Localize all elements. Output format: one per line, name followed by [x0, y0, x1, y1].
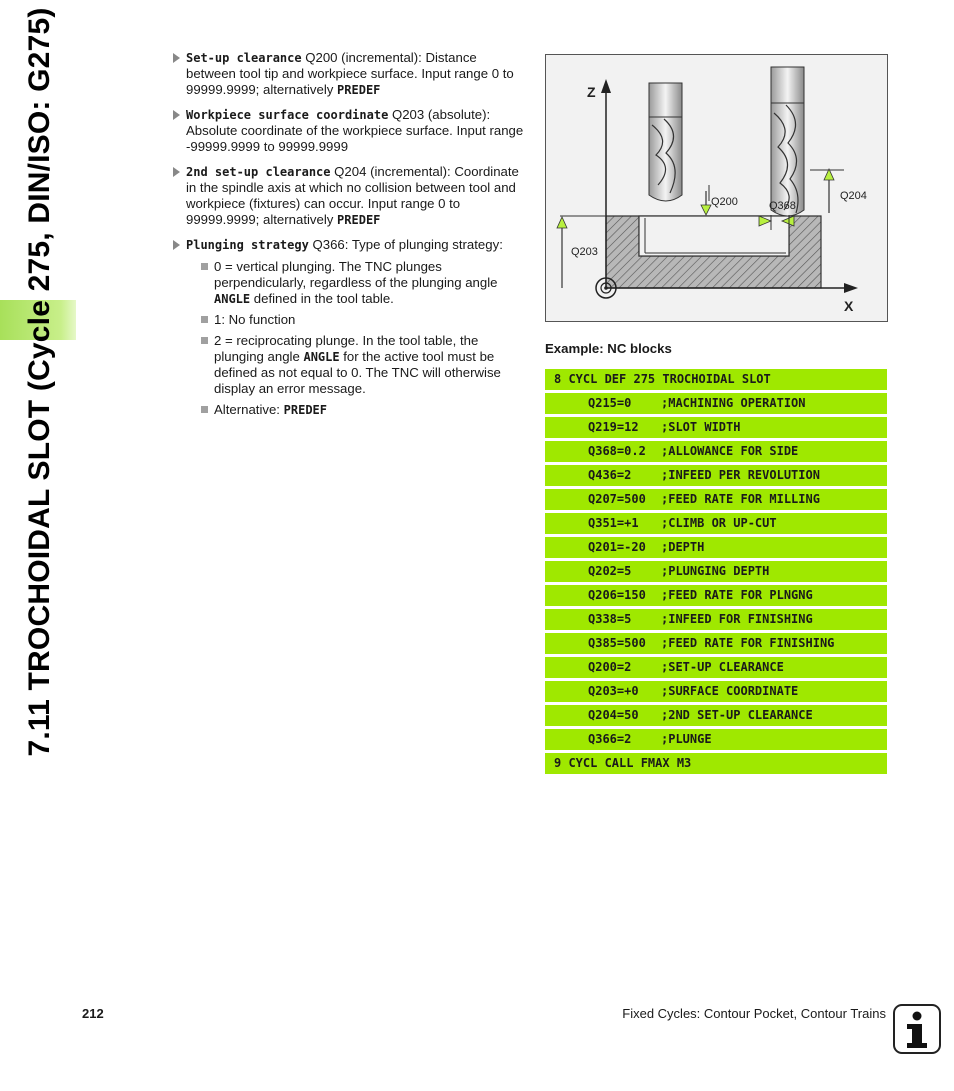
param-plunging-strategy: [172, 237, 527, 418]
nc-parameter-comment: ;ALLOWANCE FOR SIDE: [661, 444, 799, 458]
nc-parameter-comment: ;FEED RATE FOR MILLING: [661, 492, 820, 506]
nc-parameter-line: [545, 705, 887, 726]
label-q368: Q368: [769, 200, 796, 212]
slot-diagram: [545, 54, 888, 322]
nc-parameter-line: [545, 729, 887, 750]
nc-parameter-line: [545, 585, 887, 606]
param-suffix: PREDEF: [337, 83, 381, 97]
nc-parameter-comment: ;DEPTH: [661, 540, 705, 554]
nc-parameter-value: Q368=0.2: [588, 444, 646, 458]
square-bullet-icon: [201, 316, 208, 323]
option-text: 0 = vertical plunging. The TNC plunges perpendicularly, regardless of the plunging angle: [214, 259, 498, 290]
dimension-q204: [810, 169, 844, 213]
plunging-option: [200, 402, 527, 418]
example-title: Example: NC blocks: [545, 341, 672, 356]
arrow-right-icon: [173, 240, 180, 250]
nc-parameter-value: Q366=2: [588, 732, 632, 746]
nc-parameter-value: Q206=150: [588, 588, 646, 602]
nc-parameter-comment: ;SLOT WIDTH: [661, 420, 741, 434]
nc-parameter-line: [545, 537, 887, 558]
nc-parameter-line: [545, 609, 887, 630]
nc-parameter-comment: ;SET-UP CLEARANCE: [661, 660, 784, 674]
label-q203: Q203: [571, 246, 598, 258]
arrow-right-icon: [173, 167, 180, 177]
nc-parameter-value: Q202=5: [588, 564, 632, 578]
param-suffix: PREDEF: [337, 213, 381, 227]
arrow-right-icon: [173, 53, 180, 63]
option-code: ANGLE: [303, 350, 340, 364]
param-code: Set-up clearance: [186, 51, 302, 65]
parameter-descriptions: [172, 50, 527, 427]
nc-block-line: 8 CYCL DEF 275 TROCHOIDAL SLOT: [545, 369, 887, 390]
square-bullet-icon: [201, 406, 208, 413]
nc-parameter-line: [545, 513, 887, 534]
nc-parameter-comment: ;FEED RATE FOR PLNGNG: [661, 588, 813, 602]
nc-parameter-line: [545, 417, 887, 438]
param-code: Workpiece surface coordinate: [186, 108, 389, 122]
nc-parameter-comment: ;CLIMB OR UP-CUT: [661, 516, 777, 530]
nc-parameter-line: [545, 441, 887, 462]
nc-parameter-value: Q203=+0: [588, 684, 639, 698]
option-text-after: for the active tool must be defined as not equal to 0. The TNC will otherwise display an error message.: [214, 349, 501, 396]
nc-parameter-comment: ;PLUNGING DEPTH: [661, 564, 770, 578]
nc-parameter-comment: ;INFEED PER REVOLUTION: [661, 468, 820, 482]
plunging-option: [200, 333, 527, 397]
arrow-right-icon: [173, 110, 180, 120]
option-text: Alternative:: [214, 402, 284, 417]
option-code: ANGLE: [214, 292, 251, 306]
nc-parameter-value: Q351=+1: [588, 516, 639, 530]
milling-tool-left: [649, 83, 682, 201]
nc-parameter-line: [545, 633, 887, 654]
nc-parameter-line: [545, 681, 887, 702]
nc-parameter-value: Q436=2: [588, 468, 632, 482]
nc-parameter-value: Q204=50: [588, 708, 639, 722]
square-bullet-icon: [201, 263, 208, 270]
plunging-option: [200, 259, 527, 307]
nc-parameter-line: [545, 393, 887, 414]
nc-parameter-value: Q215=0: [588, 396, 632, 410]
nc-parameter-value: Q200=2: [588, 660, 632, 674]
label-q204: Q204: [840, 190, 867, 202]
param-text: Q203 (absolute): Absolute coordinate of the workpiece surface. Input range -99999.9999 to 99999.9999: [186, 107, 524, 154]
param-setup-clearance: [172, 50, 527, 98]
param-text: Q366: Type of plunging strategy:: [308, 237, 503, 252]
param-2nd-setup-clearance: [172, 164, 527, 228]
option-code: PREDEF: [283, 403, 327, 417]
nc-parameter-comment: ;SURFACE COORDINATE: [661, 684, 799, 698]
nc-parameter-line: [545, 489, 887, 510]
page-number: 212: [82, 1006, 104, 1021]
nc-program-listing: [545, 369, 887, 777]
dimension-q200: [701, 185, 711, 215]
axis-label-x: X: [844, 298, 854, 314]
nc-parameter-line: [545, 657, 887, 678]
nc-parameter-comment: ;2ND SET-UP CLEARANCE: [661, 708, 813, 722]
nc-parameter-comment: ;INFEED FOR FINISHING: [661, 612, 813, 626]
nc-parameter-value: Q219=12: [588, 420, 639, 434]
nc-parameter-comment: ;FEED RATE FOR FINISHING: [661, 636, 835, 650]
param-code: 2nd set-up clearance: [186, 165, 331, 179]
nc-parameter-value: Q207=500: [588, 492, 646, 506]
param-text: Q200 (incremental): Distance between tool tip and workpiece surface. Input range 0 to 99999.9999; alternatively: [186, 50, 514, 97]
option-text-after: defined in the tool table.: [250, 291, 394, 306]
square-bullet-icon: [201, 337, 208, 344]
param-text: Q204 (incremental): Coordinate in the spindle axis at which no collision between tool and workpiece (fixtures) can occur. Input range 0 to 99999.9999; alternatively: [186, 164, 519, 227]
nc-parameter-value: Q201=-20: [588, 540, 646, 554]
nc-parameter-value: Q338=5: [588, 612, 632, 626]
nc-parameter-line: [545, 561, 887, 582]
nc-block-line: 9 CYCL CALL FMAX M3: [545, 753, 887, 774]
plunging-option: [200, 312, 527, 328]
milling-tool-right: [771, 67, 804, 216]
option-text: 2 = reciprocating plunge. In the tool table, the plunging angle: [214, 333, 479, 364]
chapter-side-title: [0, 0, 80, 1091]
info-icon: [893, 1004, 941, 1054]
label-q200: Q200: [711, 196, 738, 208]
nc-parameter-comment: ;PLUNGE: [661, 732, 712, 746]
footer-chapter-title: Fixed Cycles: Contour Pocket, Contour Trains: [622, 1006, 886, 1021]
plunging-options: [200, 259, 527, 418]
nc-parameter-line: [545, 465, 887, 486]
axis-label-z: Z: [587, 84, 596, 100]
option-text: 1: No function: [214, 312, 296, 327]
nc-parameter-comment: ;MACHINING OPERATION: [661, 396, 806, 410]
param-code: Plunging strategy: [186, 238, 309, 252]
param-surface-coordinate: [172, 107, 527, 155]
nc-parameter-value: Q385=500: [588, 636, 646, 650]
chapter-title: 7.11 TROCHOIDAL SLOT (Cycle 275, DIN/ISO: G275): [23, 7, 56, 757]
